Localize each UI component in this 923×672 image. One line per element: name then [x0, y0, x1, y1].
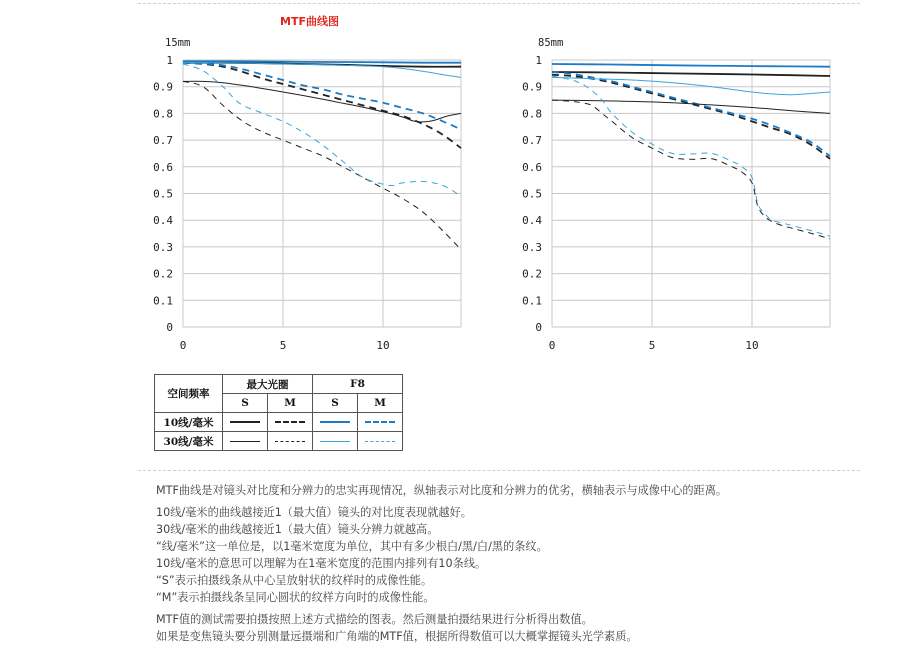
legend-row-10-label: 10线/毫米: [155, 413, 223, 432]
chart-1-xtick-label: 5: [648, 339, 656, 352]
desc-line-5: 10线/毫米的意思可以理解为在1毫米宽度的范围内排列有10条线。: [156, 557, 487, 570]
page-title: MTF曲线图: [280, 15, 339, 28]
chart-1-ytick-label: 0.8: [522, 107, 542, 121]
chart-0-ytick-label: 1: [166, 54, 173, 67]
chart-1-ytick-label: 0.3: [522, 240, 542, 254]
desc-line-1: MTF曲线是对镜头对比度和分辨力的忠实再现情况，纵轴表示对比度和分辨力的优劣，横轴表示与成像中心的距离。: [156, 484, 728, 497]
desc-line-9: 如果是变焦镜头要分别测量远摄端和广角端的MTF值，根据所得数值可以大概掌握镜头光学素质。: [156, 630, 638, 643]
desc-line-8: MTF值的测试需要拍摄按照上述方式描绘的图表。然后测量拍摄结果进行分析得出数值。: [156, 613, 593, 626]
chart-0-series-7: [183, 64, 461, 196]
legend-s-max: S: [223, 394, 268, 413]
chart-1-series-7: [552, 76, 830, 236]
legend-row-30-label: 30线/毫米: [155, 432, 223, 451]
legend-s-f8: S: [313, 394, 358, 413]
mtf-legend-table: [154, 374, 403, 451]
chart-0-ytick-label: 0.7: [153, 134, 173, 148]
chart-0-series-3: [183, 63, 461, 130]
legend-30-f8-s-swatch: [313, 432, 358, 451]
legend-10-max-m-swatch: [268, 413, 313, 432]
chart-1-ytick-label: 0.6: [522, 160, 542, 174]
chart-0-xtick-label: 5: [279, 339, 287, 352]
chart-1-xtick-label: 0: [548, 339, 556, 352]
chart-1-ytick-label: 0.9: [522, 80, 542, 94]
legend-10-f8-s-swatch: [313, 413, 358, 432]
chart-1-series-5: [552, 100, 830, 239]
chart-1-series-4: [552, 100, 830, 113]
chart-0-ytick-label: 0.9: [153, 80, 173, 94]
desc-line-6: “S”表示拍摄线条从中心呈放射状的纹样时的成像性能。: [156, 574, 433, 587]
desc-line-4: “线/毫米”这一单位是，以1毫米宽度为单位，其中有多少根白/黑/白/黑的条纹。: [156, 540, 548, 553]
chart-1-series-0: [552, 72, 830, 76]
chart-1-series-2: [552, 64, 830, 67]
chart-1-ytick-label: 0.4: [522, 214, 542, 228]
chart-0-xtick-label: 0: [179, 339, 187, 352]
chart-0-ytick-label: 0.8: [153, 107, 173, 121]
chart-1-series-1: [552, 75, 830, 159]
chart-0-ytick-label: 0.3: [153, 240, 173, 254]
chart-0-subtitle: 15mm: [165, 37, 191, 49]
chart-0-series-1: [183, 63, 461, 148]
chart-0-xtick-label: 10: [376, 339, 390, 352]
legend-10-max-s-swatch: [223, 413, 268, 432]
chart-1-xtick-label: 10: [745, 339, 759, 352]
desc-line-3: 30线/毫米的曲线越接近1（最大值）镜头分辨力就越高。: [156, 523, 439, 536]
legend-m-max: M: [268, 394, 313, 413]
chart-0-series-5: [183, 81, 461, 249]
chart-1-ytick-label: 0.2: [522, 267, 542, 281]
desc-line-7: “M”表示拍摄线条呈同心圆状的纹样方向时的成像性能。: [156, 591, 435, 604]
chart-0-ytick-label: 0.5: [153, 187, 173, 201]
legend-header-f8: F8: [313, 375, 403, 394]
chart-0-series-4: [183, 81, 461, 122]
legend-30-f8-m-swatch: [358, 432, 403, 451]
legend-header-frequency: 空间频率: [155, 375, 223, 413]
chart-1-ytick-label: 0.1: [522, 294, 542, 308]
chart-1-ytick-label: 0: [535, 321, 542, 334]
legend-header-max-aperture: 最大光圈: [223, 375, 313, 394]
chart-1-ytick-label: 0.7: [522, 134, 542, 148]
mtf-description: [156, 482, 727, 645]
legend-m-f8: M: [358, 394, 403, 413]
desc-line-2: 10线/毫米的曲线越接近1（最大值）镜头的对比度表现就越好。: [156, 506, 472, 519]
chart-1-subtitle: 85mm: [538, 37, 564, 49]
legend-10-f8-m-swatch: [358, 413, 403, 432]
chart-1-ytick-label: 1: [535, 54, 542, 67]
chart-0-ytick-label: 0: [166, 321, 173, 334]
chart-0-ytick-label: 0.2: [153, 267, 173, 281]
chart-0-ytick-label: 0.1: [153, 294, 173, 308]
legend-30-max-s-swatch: [223, 432, 268, 451]
chart-1-ytick-label: 0.5: [522, 187, 542, 201]
chart-0-ytick-label: 0.6: [153, 160, 173, 174]
chart-0-ytick-label: 0.4: [153, 214, 173, 228]
middle-divider: [138, 470, 860, 471]
legend-30-max-m-swatch: [268, 432, 313, 451]
